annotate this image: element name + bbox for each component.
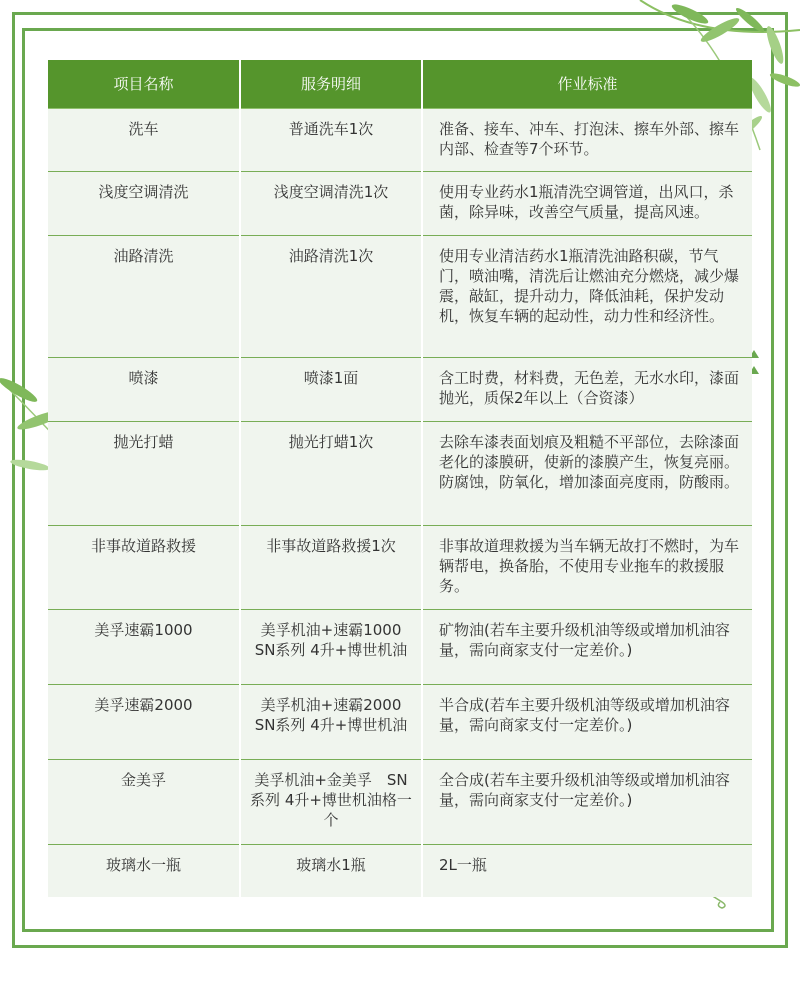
cell-standard: 半合成(若车主要升级机油等级或增加机油容量，需向商家支付一定差价。)	[422, 685, 752, 760]
header-service-detail: 服务明细	[240, 60, 422, 109]
cell-standard: 含工时费，材料费，无色差，无水水印，漆面抛光，质保2年以上（合资漆）	[422, 358, 752, 422]
cell-detail: 喷漆1面	[240, 358, 422, 422]
table-row	[48, 422, 752, 526]
cell-name: 油路清洗	[48, 236, 240, 358]
cell-name: 浅度空调清洗	[48, 172, 240, 236]
table-row	[48, 845, 752, 897]
cell-standard: 去除车漆表面划痕及粗糙不平部位，去除漆面老化的漆膜研，使新的漆膜产生，恢复亮丽。防腐蚀，防氧化，增加漆面亮度雨，防酸雨。	[422, 422, 752, 526]
cell-detail: 玻璃水1瓶	[240, 845, 422, 897]
cell-standard: 2L一瓶	[422, 845, 752, 897]
table-row	[48, 172, 752, 236]
table-row	[48, 685, 752, 760]
cell-detail: 浅度空调清洗1次	[240, 172, 422, 236]
cell-name: 洗车	[48, 109, 240, 172]
header-work-standard: 作业标准	[422, 60, 752, 109]
cell-name: 金美孚	[48, 760, 240, 845]
cell-standard: 矿物油(若车主要升级机油等级或增加机油容量，需向商家支付一定差价。)	[422, 610, 752, 685]
cell-standard: 准备、接车、冲车、打泡沫、擦车外部、擦车内部、检查等7个环节。	[422, 109, 752, 172]
cell-detail: 美孚机油+金美孚 SN系列 4升+博世机油格一个	[240, 760, 422, 845]
cell-detail: 抛光打蜡1次	[240, 422, 422, 526]
table-row	[48, 526, 752, 610]
table-row	[48, 610, 752, 685]
service-table	[48, 60, 752, 897]
cell-name: 非事故道路救援	[48, 526, 240, 610]
cell-detail: 美孚机油+速霸2000 SN系列 4升+博世机油	[240, 685, 422, 760]
cell-name: 玻璃水一瓶	[48, 845, 240, 897]
cell-name: 美孚速霸1000	[48, 610, 240, 685]
cell-detail: 油路清洗1次	[240, 236, 422, 358]
cell-standard: 非事故道理救援为当车辆无故打不燃时，为车辆帮电，换备胎，不使用专业拖车的救援服务。	[422, 526, 752, 610]
cell-standard: 使用专业清洁药水1瓶清洗油路积碳，节气门，喷油嘴，清洗后让燃油充分燃烧，减少爆震，敲缸，提升动力，降低油耗，保护发动机，恢复车辆的起动性，动力性和经济性。	[422, 236, 752, 358]
table-header-row	[48, 60, 752, 109]
cell-detail: 普通洗车1次	[240, 109, 422, 172]
table-row	[48, 358, 752, 422]
cell-standard: 全合成(若车主要升级机油等级或增加机油容量，需向商家支付一定差价。)	[422, 760, 752, 845]
cell-name: 抛光打蜡	[48, 422, 240, 526]
cell-name: 喷漆	[48, 358, 240, 422]
cell-detail: 美孚机油+速霸1000 SN系列 4升+博世机油	[240, 610, 422, 685]
cell-standard: 使用专业药水1瓶清洗空调管道，出风口，杀菌，除异味，改善空气质量，提高风速。	[422, 172, 752, 236]
table-row	[48, 236, 752, 358]
table-row	[48, 760, 752, 845]
table-row	[48, 109, 752, 172]
cell-name: 美孚速霸2000	[48, 685, 240, 760]
cell-detail: 非事故道路救援1次	[240, 526, 422, 610]
header-project-name: 项目名称	[48, 60, 240, 109]
